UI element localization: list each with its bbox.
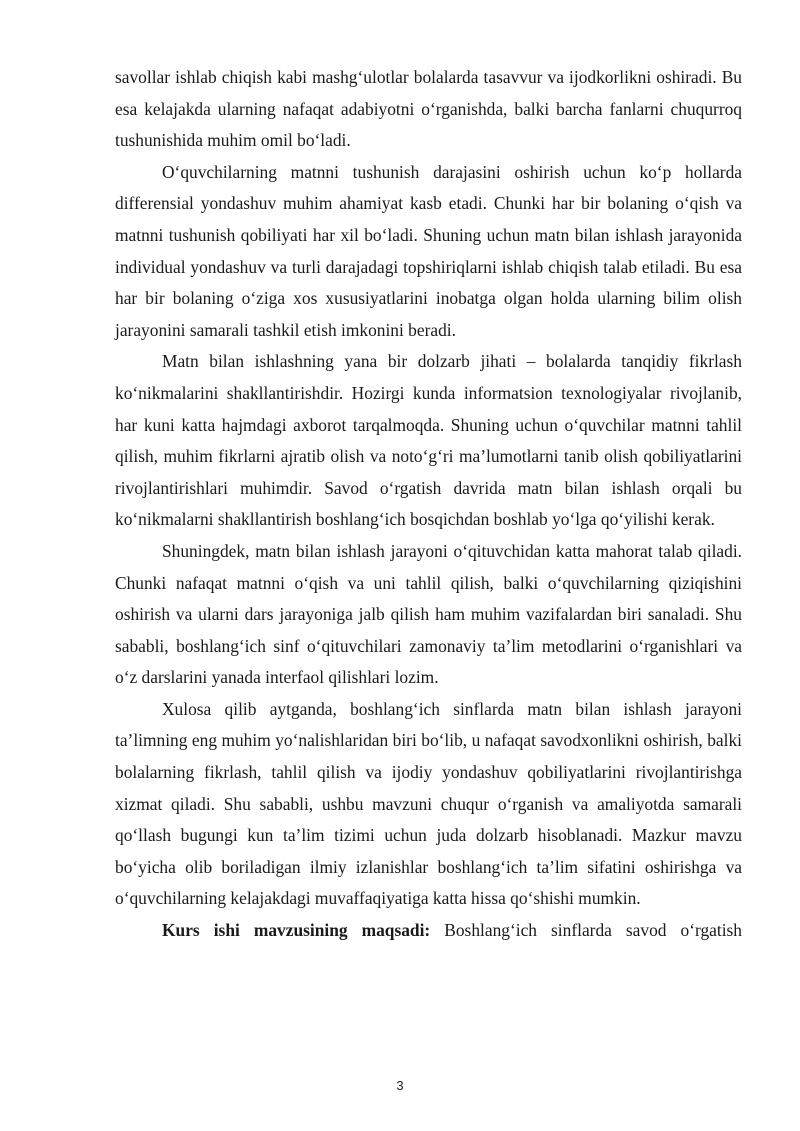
page-number: 3 <box>396 1078 404 1093</box>
paragraph-critical-thinking: Matn bilan ishlashning yana bir dolzarb jihati – bolalarda tanqidiy fikrlash ko‘nikmalarini shakllantirishdir. Hozirgi kunda informatsion texnologiyalar rivojlanib, har kuni katta hajmdagi axborot tarqalmoqda. Shuning uchun o‘quvchilar matnni tahlil qilish, muhim fikrlarni ajratib olish va noto‘g‘ri ma’lumotlarni tanib olish qobiliyatlarini rivojlantirishlari muhimdir. Savod o‘rgatish davrida matn bilan ishlash orqali bu ko‘nikmalarni shakllantirish boshlang‘ich bosqichdan boshlab yo‘lga qo‘yilishi kerak. <box>115 351 742 530</box>
paragraph-differentiated-approach: O‘quvchilarning matnni tushunish darajasini oshirish uchun ko‘p hollarda differensial yondashuv muhim ahamiyat kasb etadi. Chunki har bir bolaning o‘qish va matnni tushunish qobiliyati har xil bo‘ladi. Shuning uchun matn bilan ishlash jarayonida individual yondashuv va turli darajadagi topshiriqlarni ishlab chiqish talab etiladi. Bu esa har bir bolaning o‘ziga xos xususiyatlarini inobatga olgan holda ularning bilim olish jarayonini samarali tashkil etish imkonini beradi. <box>115 161 742 340</box>
document-body <box>115 62 742 947</box>
paragraph-teacher-skill: Shuningdek, matn bilan ishlash jarayoni o‘qituvchidan katta mahorat talab qiladi. Chunki nafaqat matnni o‘qish va uni tahlil qilish, balki o‘quvchilarning qiziqishini oshirish va ularni dars jarayoniga jalb qilish ham muhim vazifalardan biri sanaladi. Shu sababli, boshlang‘ich sinf o‘qituvchilari zamonaviy ta’lim metodlarini o‘rganishlari va o‘z darslarini yanada interfaol qilishlari lozim. <box>115 540 742 688</box>
paragraph-continuation: savollar ishlab chiqish kabi mashg‘ulotlar bolalarda tasavvur va ijodkorlikni oshiradi. Bu esa kelajakda ularning nafaqat adabiyotni o‘rganishda, balki barcha fanlarni chuqurroq tushunishida muhim omil bo‘ladi. <box>115 67 742 151</box>
course-goal-heading: Kurs ishi mavzusining maqsadi: <box>162 920 431 941</box>
course-goal-text: Boshlang‘ich sinflarda savod o‘rgatish <box>430 920 743 941</box>
paragraph-course-goal <box>115 915 742 947</box>
paragraph-conclusion: Xulosa qilib aytganda, boshlang‘ich sinflarda matn bilan ishlash jarayoni ta’limning eng muhim yo‘nalishlaridan biri bo‘lib, u nafaqat savodxonlikni oshirish, balki bolalarning fikrlash, tahlil qilish va ijodiy yondashuv qobiliyatlarini rivojlantirishga xizmat qiladi. Shu sababli, ushbu mavzuni chuqur o‘rganish va amaliyotda samarali qo‘llash bugungi kun ta’lim tizimi uchun juda dolzarb hisoblanadi. Mazkur mavzu bo‘yicha olib boriladigan ilmiy izlanishlar boshlang‘ich ta’lim sifatini oshirishga va o‘quvchilarning kelajakdagi muvaffaqiyatiga katta hissa qo‘shishi mumkin. <box>115 698 742 909</box>
